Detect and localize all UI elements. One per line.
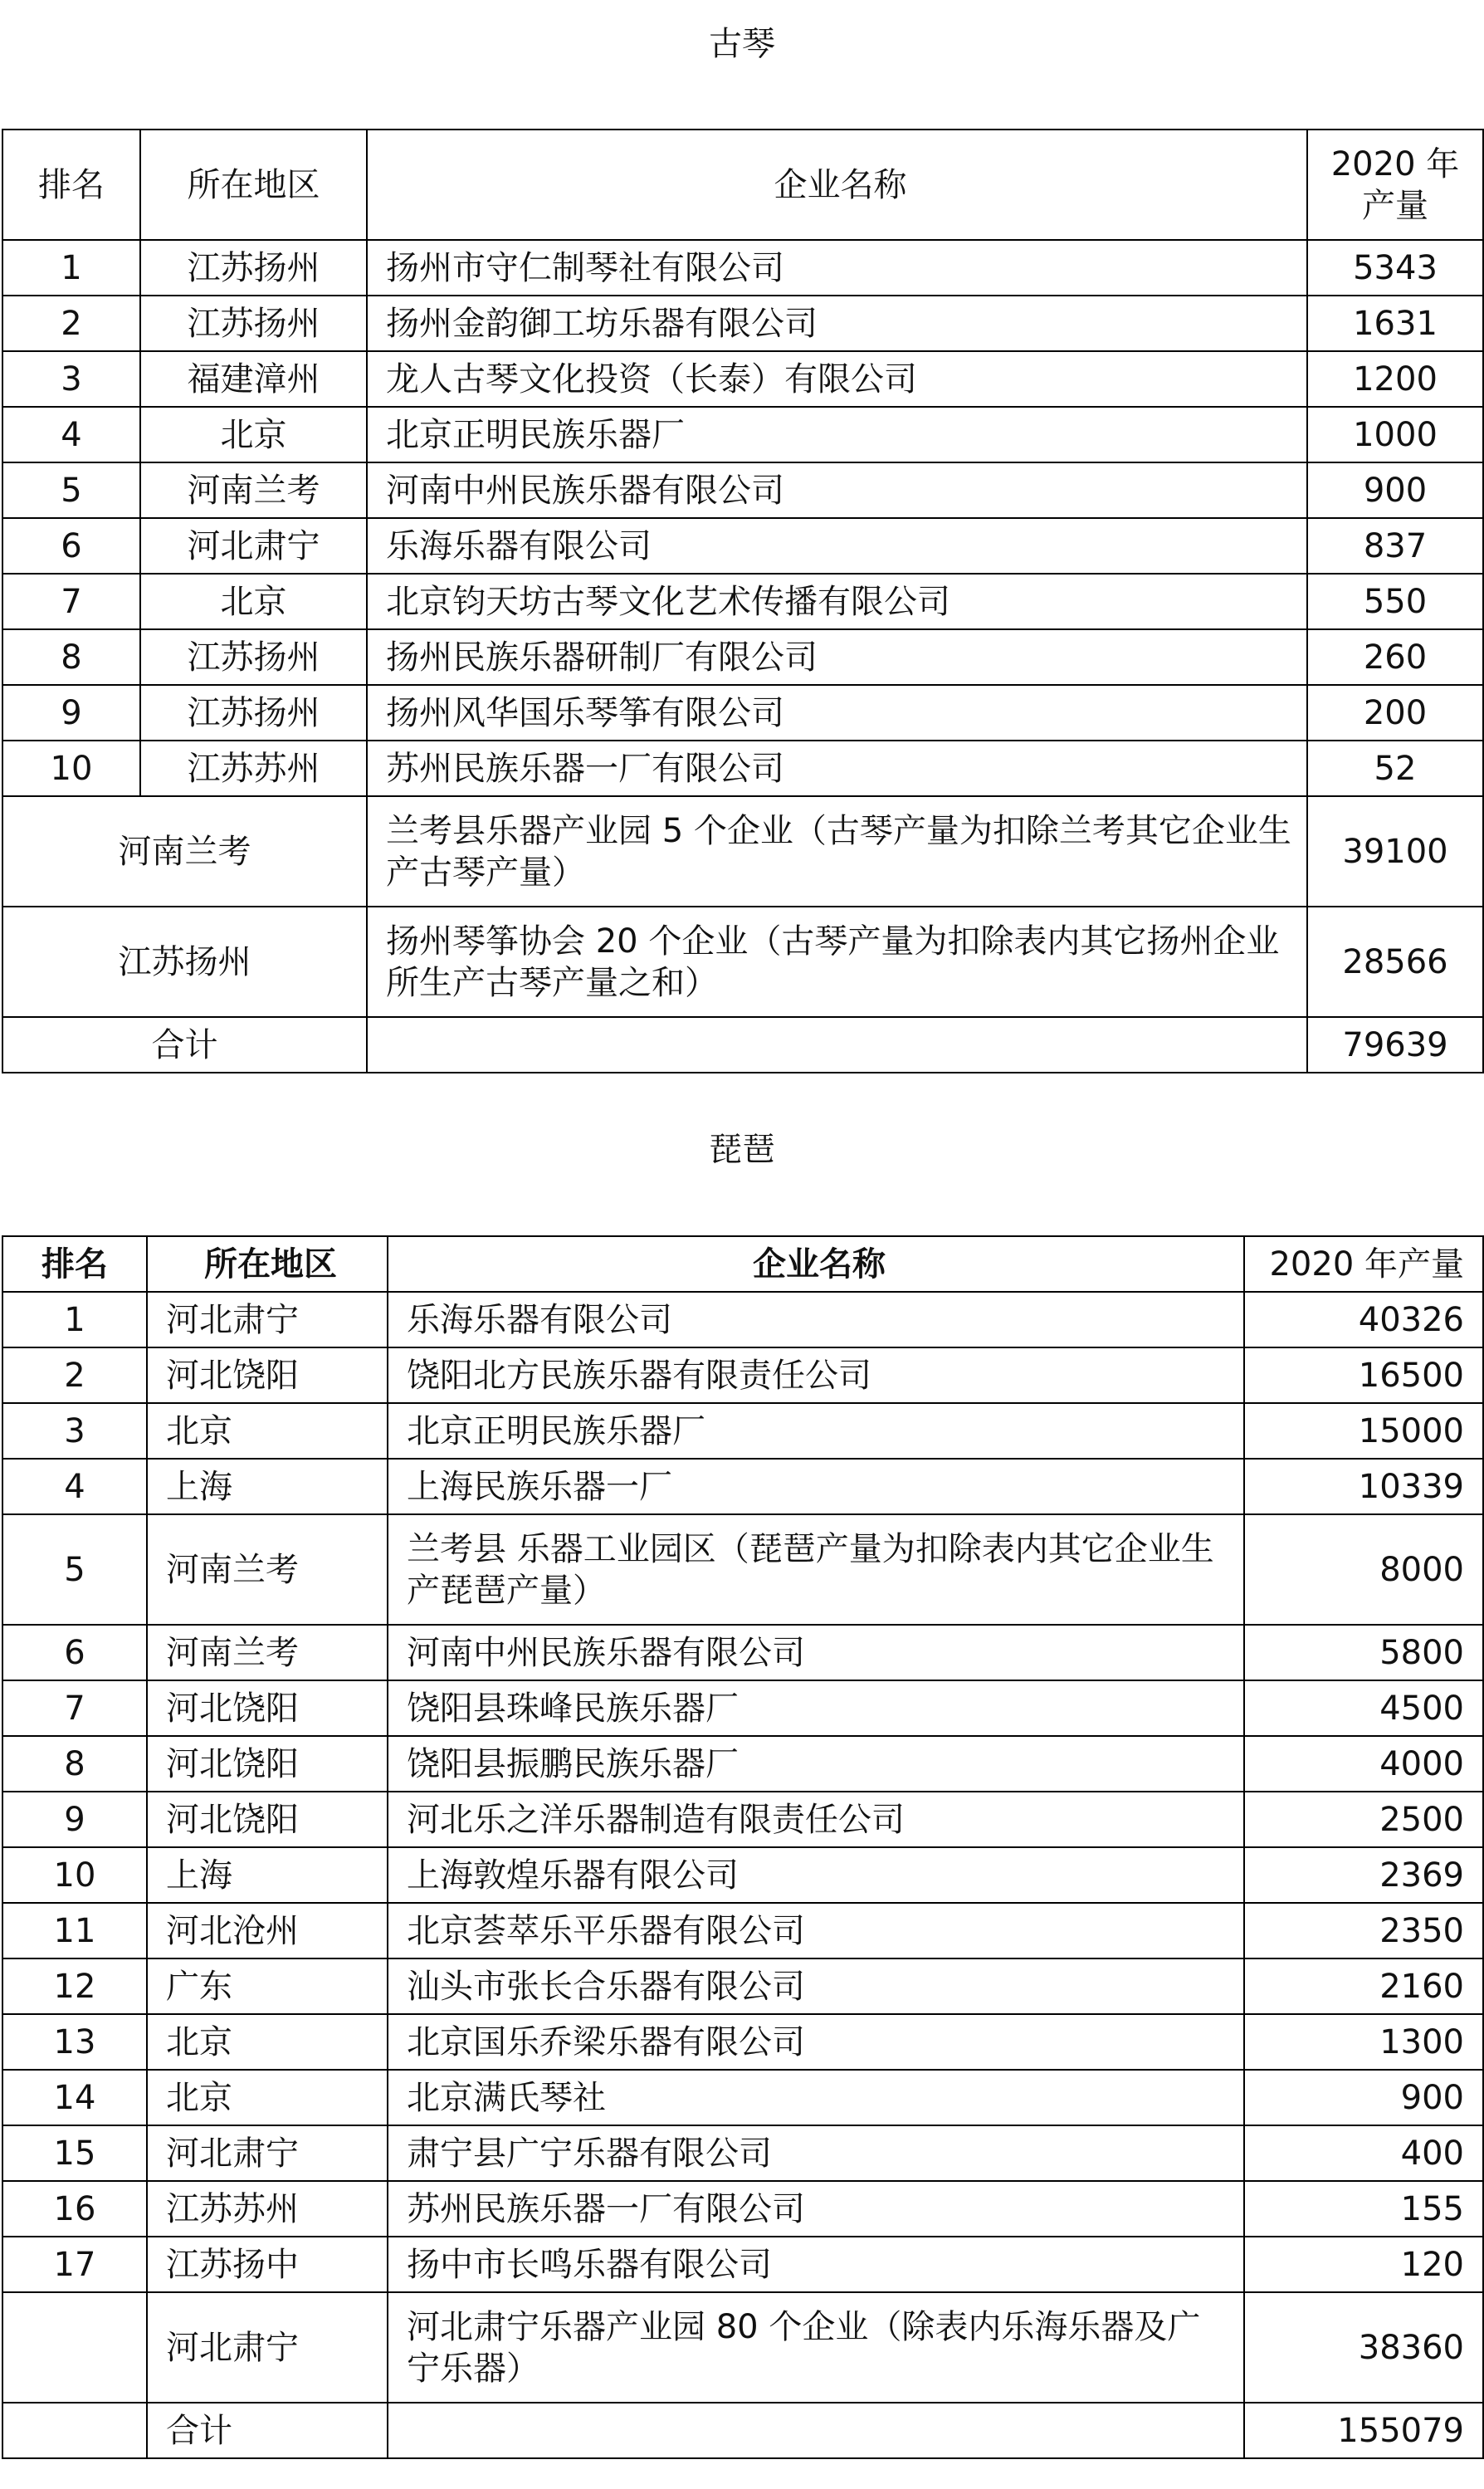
output-cell: 200 <box>1307 685 1483 741</box>
table-row <box>2 2237 1483 2292</box>
rank-cell: 8 <box>2 629 140 685</box>
rank-cell: 10 <box>2 741 140 796</box>
location-cell: 江苏扬中 <box>147 2237 388 2292</box>
header-location: 所在地区 <box>147 1236 388 1292</box>
company-cell: 河南中州民族乐器有限公司 <box>367 462 1307 518</box>
output-cell: 52 <box>1307 741 1483 796</box>
table-row <box>2 518 1483 574</box>
company-cell: 北京正明民族乐器厂 <box>367 407 1307 462</box>
rank-cell: 13 <box>2 2014 147 2070</box>
location-cell: 河北肃宁 <box>140 518 367 574</box>
company-cell: 上海民族乐器一厂 <box>388 1459 1244 1514</box>
company-cell: 饶阳北方民族乐器有限责任公司 <box>388 1347 1244 1403</box>
table-row <box>2 351 1483 407</box>
company-cell: 北京国乐乔梁乐器有限公司 <box>388 2014 1244 2070</box>
location-cell: 江苏扬州 <box>140 629 367 685</box>
location-cell: 江苏扬州 <box>140 296 367 351</box>
location-cell: 河北饶阳 <box>147 1792 388 1847</box>
table-row <box>2 629 1483 685</box>
table-row <box>2 1903 1483 1958</box>
company-cell: 兰考县 乐器工业园区（琵琶产量为扣除表内其它企业生产琵琶产量） <box>388 1514 1244 1625</box>
output-cell: 900 <box>1244 2070 1483 2125</box>
company-cell: 扬州民族乐器研制厂有限公司 <box>367 629 1307 685</box>
company-cell: 扬州金韵御工坊乐器有限公司 <box>367 296 1307 351</box>
company-cell: 扬中市长鸣乐器有限公司 <box>388 2237 1244 2292</box>
header-output: 2020 年产量 <box>1244 1236 1483 1292</box>
location-cell: 江苏苏州 <box>147 2181 388 2237</box>
table-row <box>2 1680 1483 1736</box>
company-cell: 河北乐之洋乐器制造有限责任公司 <box>388 1792 1244 1847</box>
group-row <box>2 2292 1483 2403</box>
location-cell: 江苏苏州 <box>140 741 367 796</box>
output-cell: 260 <box>1307 629 1483 685</box>
location-cell: 河北饶阳 <box>147 1347 388 1403</box>
location-cell: 广东 <box>147 1958 388 2014</box>
company-cell: 扬州市守仁制琴社有限公司 <box>367 240 1307 296</box>
rank-cell: 1 <box>2 240 140 296</box>
rank-cell: 9 <box>2 685 140 741</box>
location-cell: 河南兰考 <box>140 462 367 518</box>
company-cell: 乐海乐器有限公司 <box>367 518 1307 574</box>
output-cell: 5343 <box>1307 240 1483 296</box>
company-cell: 北京满氏琴社 <box>388 2070 1244 2125</box>
location-cell: 河北饶阳 <box>147 1736 388 1792</box>
rank-cell: 5 <box>2 462 140 518</box>
location-cell: 河南兰考 <box>2 796 367 907</box>
table-row <box>2 2070 1483 2125</box>
output-cell: 4500 <box>1244 1680 1483 1736</box>
total-row <box>2 1017 1483 1073</box>
table-header-row <box>2 1236 1483 1292</box>
rank-cell: 7 <box>2 574 140 629</box>
pipa-table <box>2 1235 1484 2459</box>
location-cell: 河北肃宁 <box>147 2125 388 2181</box>
output-cell: 1000 <box>1307 407 1483 462</box>
header-company: 企业名称 <box>388 1236 1244 1292</box>
guqin-table <box>2 129 1484 1073</box>
output-cell: 40326 <box>1244 1292 1483 1347</box>
location-cell: 河北沧州 <box>147 1903 388 1958</box>
location-cell: 河北饶阳 <box>147 1680 388 1736</box>
group-row <box>2 796 1483 907</box>
table-row <box>2 240 1483 296</box>
company-cell: 河北肃宁乐器产业园 80 个企业（除表内乐海乐器及广宁乐器） <box>388 2292 1244 2403</box>
location-cell: 北京 <box>140 407 367 462</box>
location-cell: 江苏扬州 <box>2 907 367 1017</box>
location-cell: 河北肃宁 <box>147 1292 388 1347</box>
rank-cell: 15 <box>2 2125 147 2181</box>
table-row <box>2 1459 1483 1514</box>
rank-cell <box>2 2292 147 2403</box>
output-cell: 2500 <box>1244 1792 1483 1847</box>
total-label: 合计 <box>2 1017 367 1073</box>
output-cell: 1300 <box>1244 2014 1483 2070</box>
company-cell: 苏州民族乐器一厂有限公司 <box>388 2181 1244 2237</box>
table-row <box>2 574 1483 629</box>
output-cell: 550 <box>1307 574 1483 629</box>
rank-cell: 2 <box>2 296 140 351</box>
total-output: 79639 <box>1307 1017 1483 1073</box>
output-cell: 120 <box>1244 2237 1483 2292</box>
rank-cell: 17 <box>2 2237 147 2292</box>
location-cell: 上海 <box>147 1459 388 1514</box>
pipa-table-title: 琵琶 <box>709 1131 775 1169</box>
company-cell: 苏州民族乐器一厂有限公司 <box>367 741 1307 796</box>
rank-cell: 6 <box>2 1625 147 1680</box>
table-row <box>2 296 1483 351</box>
company-cell: 扬州风华国乐琴筝有限公司 <box>367 685 1307 741</box>
company-cell: 兰考县乐器产业园 5 个企业（古琴产量为扣除兰考其它企业生产古琴产量） <box>367 796 1307 907</box>
rank-cell: 2 <box>2 1347 147 1403</box>
location-cell: 江苏扬州 <box>140 685 367 741</box>
table-row <box>2 2181 1483 2237</box>
output-cell: 15000 <box>1244 1403 1483 1459</box>
header-company: 企业名称 <box>367 130 1307 240</box>
rank-cell: 16 <box>2 2181 147 2237</box>
total-row <box>2 2403 1483 2458</box>
company-cell: 饶阳县珠峰民族乐器厂 <box>388 1680 1244 1736</box>
table-row <box>2 2014 1483 2070</box>
rank-cell: 9 <box>2 1792 147 1847</box>
table-row <box>2 1292 1483 1347</box>
table-row <box>2 1514 1483 1625</box>
rank-cell: 7 <box>2 1680 147 1736</box>
output-cell: 1631 <box>1307 296 1483 351</box>
rank-cell: 3 <box>2 1403 147 1459</box>
location-cell: 北京 <box>147 2014 388 2070</box>
location-cell: 北京 <box>147 1403 388 1459</box>
rank-cell: 12 <box>2 1958 147 2014</box>
header-rank: 排名 <box>2 130 140 240</box>
table-row <box>2 1792 1483 1847</box>
group-row <box>2 907 1483 1017</box>
header-rank: 排名 <box>2 1236 147 1292</box>
output-cell: 900 <box>1307 462 1483 518</box>
table-row <box>2 1736 1483 1792</box>
company-cell: 扬州琴筝协会 20 个企业（古琴产量为扣除表内其它扬州企业所生产古琴产量之和） <box>367 907 1307 1017</box>
rank-cell: 6 <box>2 518 140 574</box>
company-cell: 肃宁县广宁乐器有限公司 <box>388 2125 1244 2181</box>
total-output: 155079 <box>1244 2403 1483 2458</box>
table-row <box>2 1625 1483 1680</box>
company-cell: 汕头市张长合乐器有限公司 <box>388 1958 1244 2014</box>
company-cell: 北京正明民族乐器厂 <box>388 1403 1244 1459</box>
output-cell: 5800 <box>1244 1625 1483 1680</box>
location-cell: 北京 <box>140 574 367 629</box>
output-cell: 400 <box>1244 2125 1483 2181</box>
table-row <box>2 1403 1483 1459</box>
rank-cell: 11 <box>2 1903 147 1958</box>
company-cell: 北京荟萃乐平乐器有限公司 <box>388 1903 1244 1958</box>
output-cell: 2350 <box>1244 1903 1483 1958</box>
output-cell: 2160 <box>1244 1958 1483 2014</box>
table-row <box>2 407 1483 462</box>
output-cell: 8000 <box>1244 1514 1483 1625</box>
rank-cell: 1 <box>2 1292 147 1347</box>
output-cell: 16500 <box>1244 1347 1483 1403</box>
location-cell: 北京 <box>147 2070 388 2125</box>
header-output: 2020 年产量 <box>1307 130 1483 240</box>
location-cell: 上海 <box>147 1847 388 1903</box>
header-location: 所在地区 <box>140 130 367 240</box>
rank-cell: 5 <box>2 1514 147 1625</box>
empty-cell <box>367 1017 1307 1073</box>
rank-cell: 4 <box>2 407 140 462</box>
company-cell: 上海敦煌乐器有限公司 <box>388 1847 1244 1903</box>
table-row <box>2 2125 1483 2181</box>
location-cell: 福建漳州 <box>140 351 367 407</box>
empty-cell <box>388 2403 1244 2458</box>
rank-cell <box>2 2403 147 2458</box>
output-cell: 837 <box>1307 518 1483 574</box>
table-header-row <box>2 130 1483 240</box>
output-cell: 39100 <box>1307 796 1483 907</box>
output-cell: 2369 <box>1244 1847 1483 1903</box>
table-row <box>2 1347 1483 1403</box>
table-row <box>2 462 1483 518</box>
rank-cell: 10 <box>2 1847 147 1903</box>
rank-cell: 8 <box>2 1736 147 1792</box>
output-cell: 1200 <box>1307 351 1483 407</box>
output-cell: 4000 <box>1244 1736 1483 1792</box>
company-cell: 乐海乐器有限公司 <box>388 1292 1244 1347</box>
location-cell: 河南兰考 <box>147 1625 388 1680</box>
company-cell: 龙人古琴文化投资（长泰）有限公司 <box>367 351 1307 407</box>
company-cell: 河南中州民族乐器有限公司 <box>388 1625 1244 1680</box>
output-cell: 38360 <box>1244 2292 1483 2403</box>
rank-cell: 3 <box>2 351 140 407</box>
guqin-table-title: 古琴 <box>709 25 775 63</box>
location-cell: 河南兰考 <box>147 1514 388 1625</box>
table-row <box>2 1847 1483 1903</box>
rank-cell: 14 <box>2 2070 147 2125</box>
rank-cell: 4 <box>2 1459 147 1514</box>
location-cell: 河北肃宁 <box>147 2292 388 2403</box>
output-cell: 155 <box>1244 2181 1483 2237</box>
table-row <box>2 685 1483 741</box>
output-cell: 28566 <box>1307 907 1483 1017</box>
table-row <box>2 741 1483 796</box>
table-row <box>2 1958 1483 2014</box>
location-cell: 江苏扬州 <box>140 240 367 296</box>
company-cell: 北京钧天坊古琴文化艺术传播有限公司 <box>367 574 1307 629</box>
total-label: 合计 <box>147 2403 388 2458</box>
company-cell: 饶阳县振鹏民族乐器厂 <box>388 1736 1244 1792</box>
output-cell: 10339 <box>1244 1459 1483 1514</box>
